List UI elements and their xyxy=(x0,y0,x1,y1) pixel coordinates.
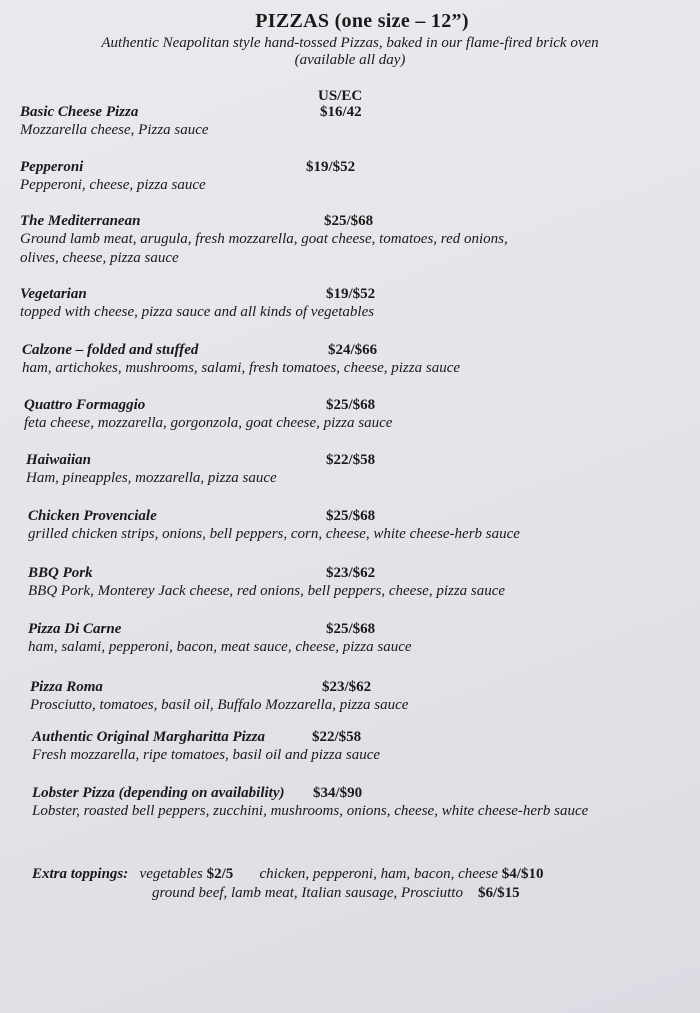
extras-premium-price: $6/$15 xyxy=(477,885,520,901)
menu-item-price: $22/$58 xyxy=(312,729,362,745)
menu-item-name: Chicken Provenciale xyxy=(28,508,157,524)
menu-item-description: Lobster, roasted bell peppers, zucchini, mushrooms, onions, cheese, white cheese-herb sauce xyxy=(32,803,589,819)
menu-item xyxy=(20,286,374,322)
menu-item-name: Haiwaiian xyxy=(26,452,92,468)
menu-item-price: $16/42 xyxy=(320,104,362,120)
menu-item-name: Pizza Roma xyxy=(30,679,103,695)
menu-item-name: Calzone – folded and stuffed xyxy=(22,342,199,358)
menu-item-price: $25/$68 xyxy=(326,508,376,524)
menu-subtitle: Authentic Neapolitan style hand-tossed Pizzas, baked in our flame-fired brick oven xyxy=(101,35,599,51)
menu-item-name: Vegetarian xyxy=(20,286,87,302)
menu-item-description: grilled chicken strips, onions, bell peppers, corn, cheese, white cheese-herb sauce xyxy=(28,526,520,542)
extras-meats: chicken, pepperoni, ham, bacon, cheese xyxy=(259,866,499,882)
menu-item-price: $25/$68 xyxy=(326,397,376,413)
menu-item-name: Lobster Pizza (depending on availability) xyxy=(32,785,285,801)
menu-item xyxy=(32,729,380,765)
extras-vegetables: vegetables xyxy=(139,866,203,882)
menu-item-price: $19/$52 xyxy=(306,159,356,175)
menu-item xyxy=(28,565,505,601)
extras-meats-price: $4/$10 xyxy=(501,866,544,882)
menu-header xyxy=(0,10,700,69)
menu-item-description: ham, artichokes, mushrooms, salami, fresh tomatoes, cheese, pizza sauce xyxy=(22,360,461,376)
menu-item-name: BBQ Pork xyxy=(28,565,93,581)
menu-item-description: Ham, pineapples, mozzarella, pizza sauce xyxy=(26,470,277,486)
page-title: PIZZAS (one size – 12”) xyxy=(255,10,469,32)
price-column-header: US/EC xyxy=(318,88,363,104)
menu-item-name: Pizza Di Carne xyxy=(28,621,122,637)
menu-item-description: ham, salami, pepperoni, bacon, meat sauce, cheese, pizza sauce xyxy=(28,639,412,655)
menu-item-name: Basic Cheese Pizza xyxy=(20,104,139,120)
menu-item-description: Ground lamb meat, arugula, fresh mozzarella, goat cheese, tomatoes, red onions, xyxy=(20,231,508,247)
menu-item-price: $22/$58 xyxy=(326,452,376,468)
menu-item-description: BBQ Pork, Monterey Jack cheese, red onions, bell peppers, cheese, pizza sauce xyxy=(28,583,506,599)
menu-item-description: topped with cheese, pizza sauce and all kinds of vegetables xyxy=(20,304,375,320)
extra-toppings xyxy=(32,866,543,902)
menu-item xyxy=(28,508,520,544)
menu-item xyxy=(28,621,412,657)
menu-item-name: The Mediterranean xyxy=(20,213,141,229)
menu-item-price: $24/$66 xyxy=(328,342,378,358)
menu-item-description: Prosciutto, tomatoes, basil oil, Buffalo Mozzarella, pizza sauce xyxy=(30,697,409,713)
menu-item-price: $25/$68 xyxy=(326,621,376,637)
menu-item-price: $25/$68 xyxy=(324,213,374,229)
menu-item-description: olives, cheese, pizza sauce xyxy=(20,250,179,266)
menu-item-price: $23/$62 xyxy=(326,565,376,581)
menu-item-description: Fresh mozzarella, ripe tomatoes, basil oil and pizza sauce xyxy=(32,747,381,763)
menu-item-description: feta cheese, mozzarella, gorgonzola, goat cheese, pizza sauce xyxy=(24,415,393,431)
menu-item xyxy=(24,397,392,433)
extras-premium: ground beef, lamb meat, Italian sausage, Prosciutto xyxy=(152,885,463,901)
menu-item-description: Mozzarella cheese, Pizza sauce xyxy=(20,122,209,138)
menu-item-price: $23/$62 xyxy=(322,679,372,695)
menu-item xyxy=(20,213,508,268)
menu-item xyxy=(26,452,376,488)
menu-item-description: Pepperoni, cheese, pizza sauce xyxy=(20,177,206,193)
availability-note: (available all day) xyxy=(294,52,406,68)
menu-item-price: $19/$52 xyxy=(326,286,376,302)
menu-item-name: Pepperoni xyxy=(20,159,84,175)
menu-item xyxy=(22,342,460,378)
menu-item xyxy=(32,785,588,821)
menu-item xyxy=(20,104,362,140)
extras-label: Extra toppings: xyxy=(32,866,129,882)
extras-vegetables-price: $2/5 xyxy=(206,866,234,882)
menu-item-name: Authentic Original Margharitta Pizza xyxy=(32,729,265,745)
menu-item xyxy=(30,679,408,715)
menu-item xyxy=(20,159,356,195)
menu-item-price: $34/$90 xyxy=(313,785,363,801)
menu-item-name: Quattro Formaggio xyxy=(24,397,146,413)
